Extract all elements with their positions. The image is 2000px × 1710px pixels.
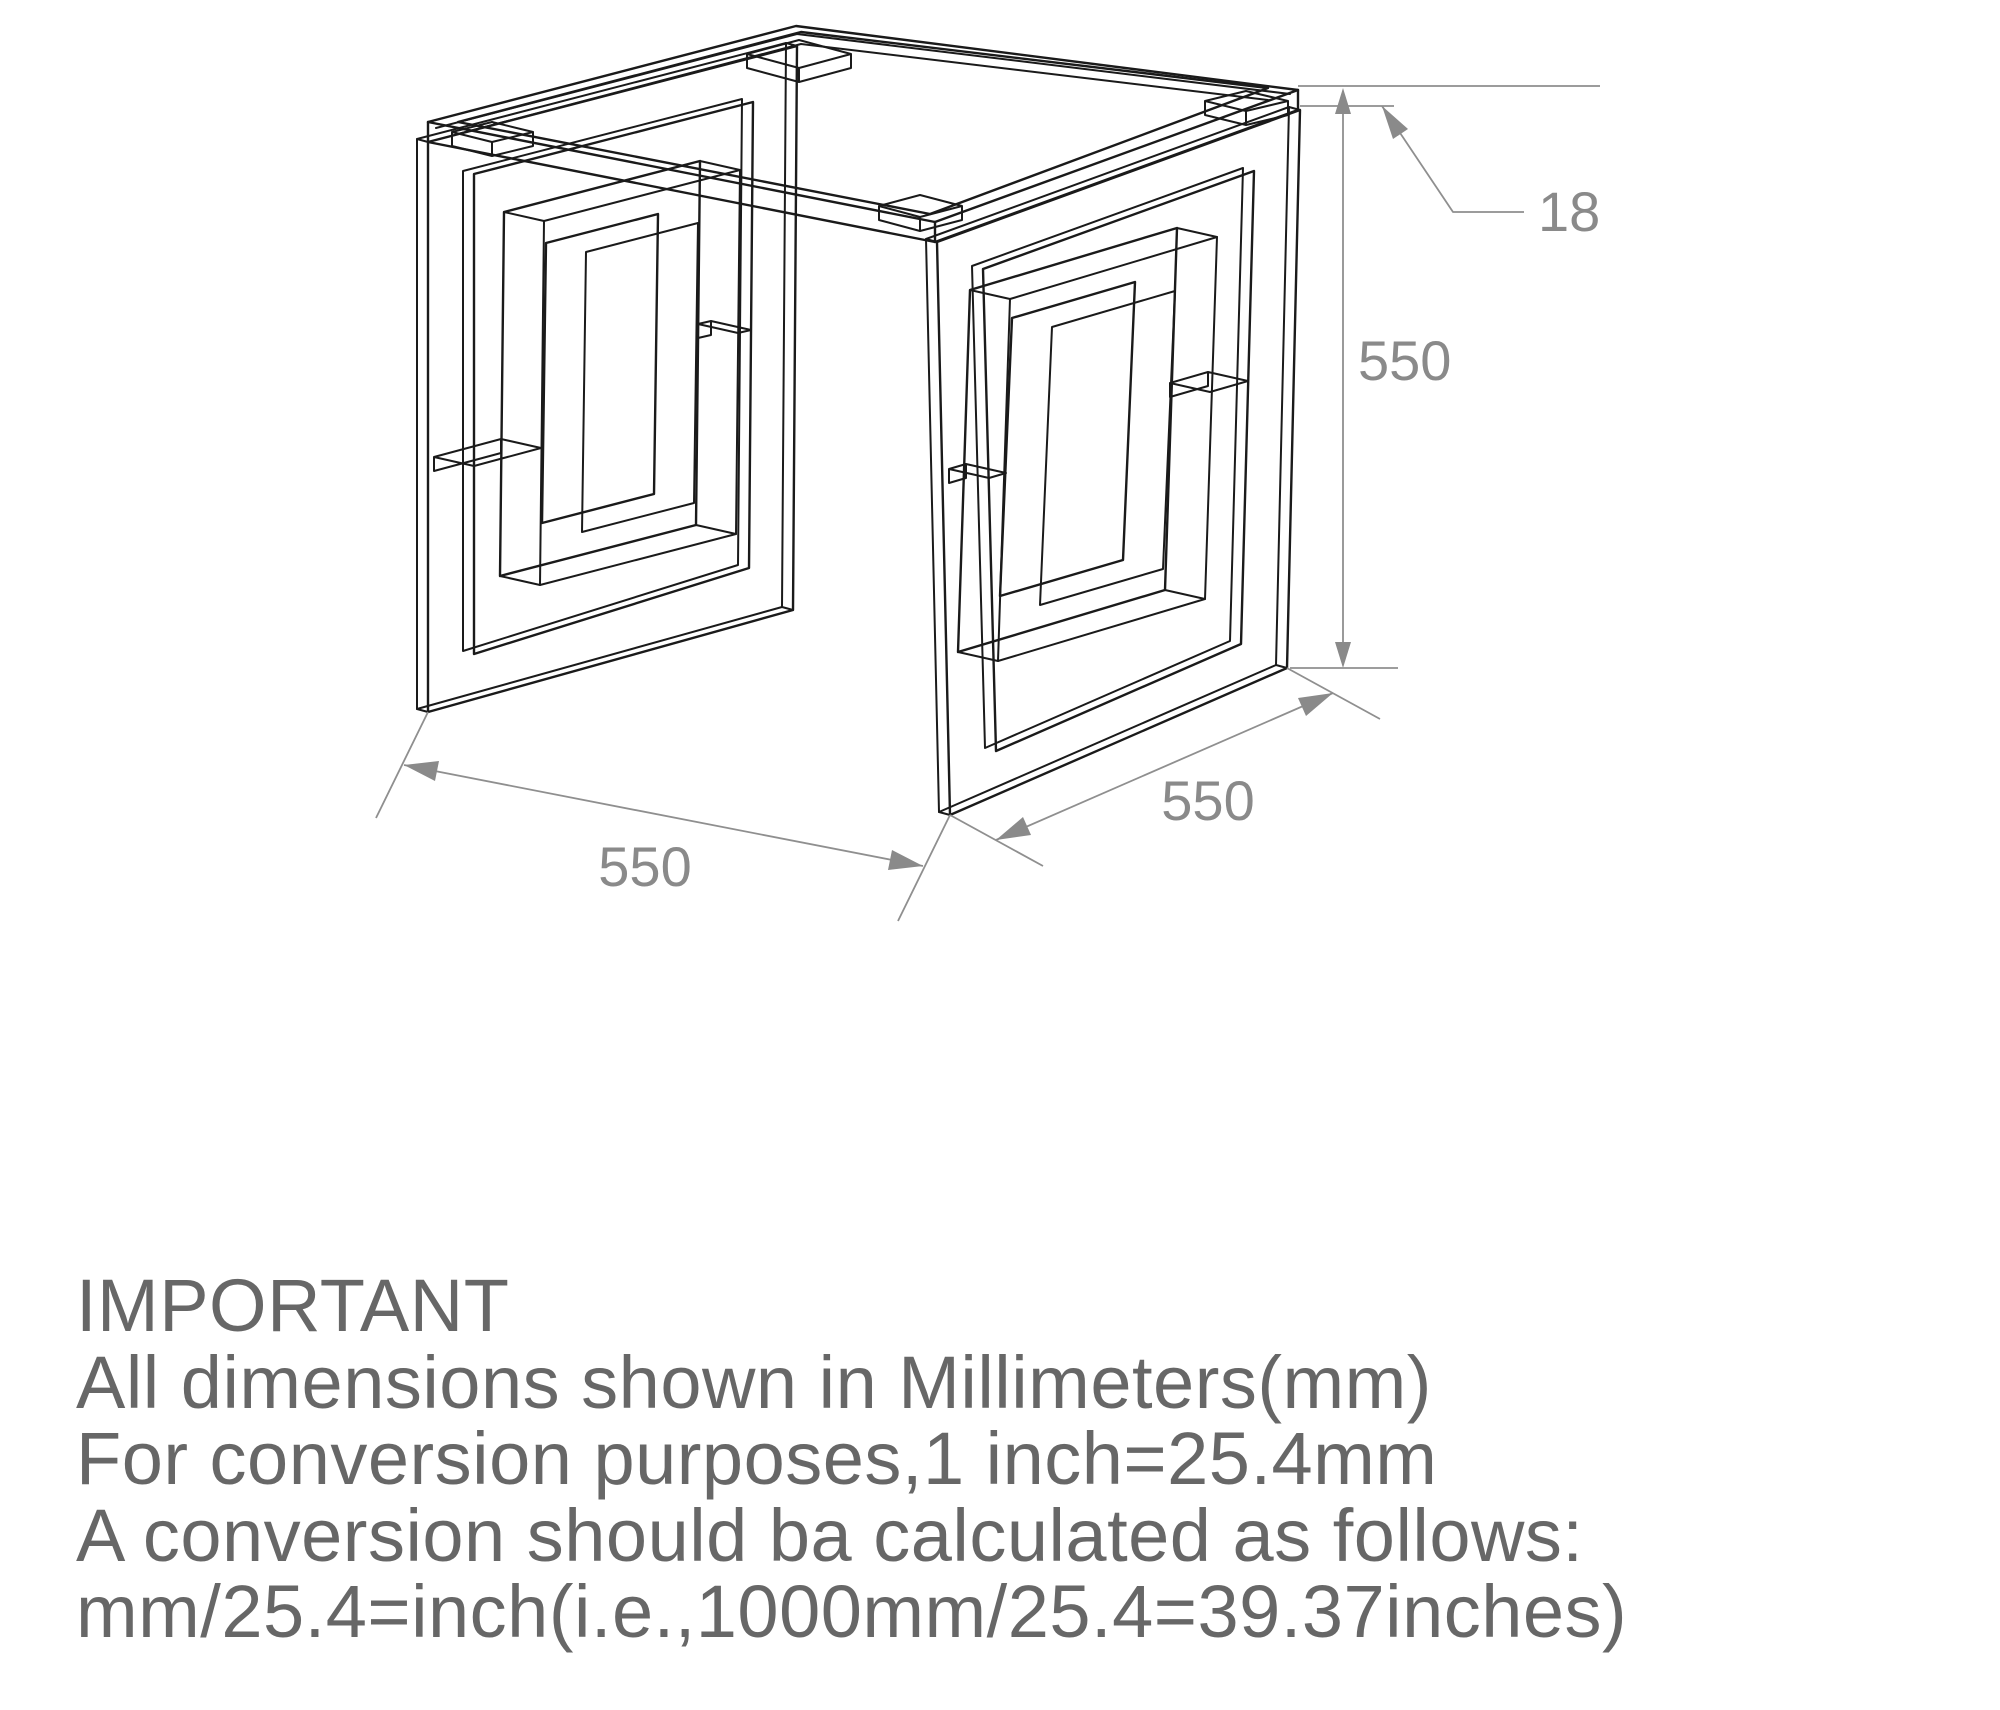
height-arrowhead-bottom <box>1335 642 1351 668</box>
right-panel-inner-frame <box>983 171 1254 751</box>
right-panel-corner-connectors <box>926 107 1300 815</box>
left-square-far-outer <box>540 170 740 585</box>
left-square-far-inner <box>582 223 698 532</box>
height-arrowhead-top <box>1335 88 1351 114</box>
depth-label: 550 <box>1161 769 1255 832</box>
notes-line-conversion-factor: For conversion purposes,1 inch=25.4mm <box>76 1417 1438 1501</box>
notes-line-conversion-example: mm/25.4=inch(i.e.,1000mm/25.4=39.37inches) <box>76 1570 1628 1654</box>
width-arrowhead-right <box>888 850 923 870</box>
thickness-leader-line <box>1382 106 1524 212</box>
notes-block <box>76 1264 1976 1654</box>
notes-heading: IMPORTANT <box>76 1264 510 1347</box>
tabletop-top-arris <box>436 34 1290 128</box>
thickness-label: 18 <box>1538 180 1601 243</box>
right-square-far-inner <box>1040 291 1175 605</box>
depth-arrowhead-right <box>1298 693 1333 716</box>
left-square-near-inner <box>542 214 658 523</box>
right-square-depth-connectors <box>958 228 1217 661</box>
corner-block-back <box>747 40 851 82</box>
right-square-far-outer <box>998 237 1217 661</box>
tabletop-outer-edge <box>428 26 1298 222</box>
left-panel-outer-frame-depth <box>417 43 786 709</box>
notes-line-units: All dimensions shown in Millimeters(mm) <box>76 1340 1432 1424</box>
dimension-depth <box>950 668 1380 866</box>
left-panel-back-shelf <box>698 321 751 338</box>
notes-line-conversion-method: A conversion should ba calculated as follows: <box>76 1493 1584 1577</box>
tabletop-thickness-corners <box>428 90 1298 242</box>
height-label: 550 <box>1358 329 1452 392</box>
width-arrowhead-left <box>404 761 439 781</box>
tabletop-inner-edge <box>458 32 1268 214</box>
thickness-leader-arrowhead <box>1382 106 1408 139</box>
tabletop-bottom-silhouette <box>428 110 1298 242</box>
tabletop-frame <box>428 26 1298 242</box>
depth-arrowhead-left <box>996 817 1031 840</box>
left-panel-front-shelf <box>434 439 541 471</box>
width-label: 550 <box>598 835 692 898</box>
right-square-near-inner <box>1000 282 1135 596</box>
left-leg-panel <box>417 43 797 712</box>
dimension-width <box>376 712 950 921</box>
right-leg-panel <box>926 107 1300 815</box>
left-square-near-outer <box>500 161 700 576</box>
